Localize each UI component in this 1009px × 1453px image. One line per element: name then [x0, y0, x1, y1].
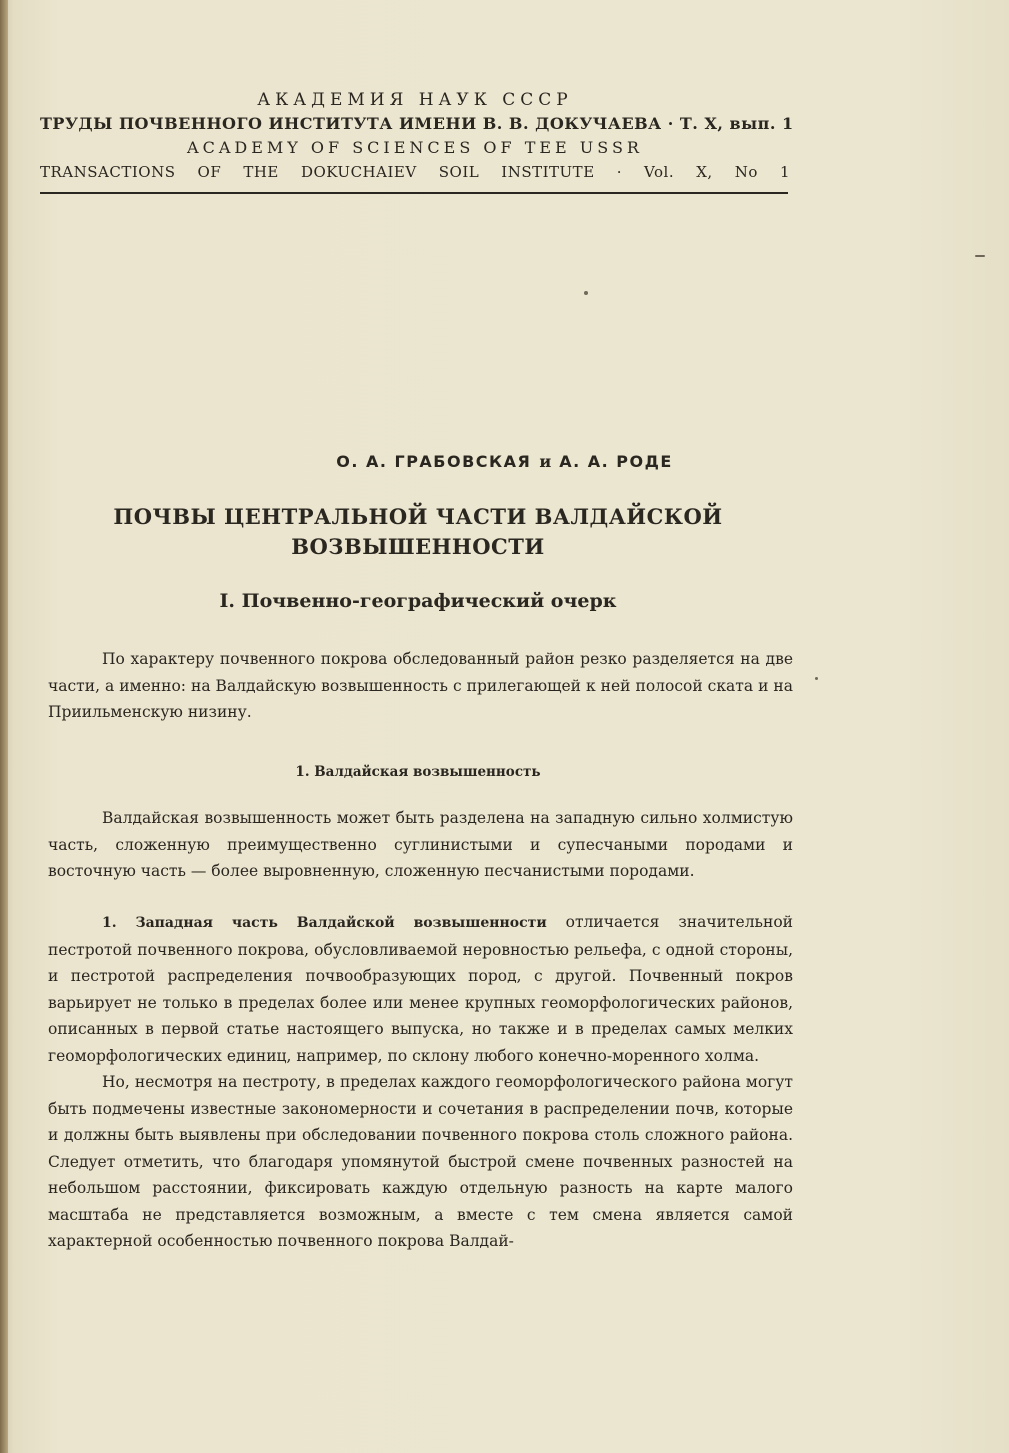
paragraph-2-lead: 1. Западная часть Валдайской возвышенности — [102, 915, 547, 931]
scan-speck — [975, 255, 985, 257]
header-academy-ru: АКАДЕМИЯ НАУК СССР — [257, 90, 573, 110]
paragraph-block-2 — [48, 909, 793, 1255]
author-1: О. А. ГРАБОВСКАЯ — [336, 452, 532, 471]
scan-speck — [584, 291, 588, 295]
author-2: А. А. РОДЕ — [559, 452, 673, 471]
header-trudy: ТРУДЫ ПОЧВЕННОГО ИНСТИТУТА ИМЕНИ В. В. ДОКУЧАЕВА · Т. X, вып. 1 — [40, 114, 794, 133]
title-line-1: ПОЧВЫ ЦЕНТРАЛЬНОЙ ЧАСТИ ВАЛДАЙСКОЙ — [113, 504, 723, 529]
subsection-title: 1. Валдайская возвышенность — [295, 764, 541, 780]
header-transactions: TRANSACTIONS OF THE DOKUCHAIEV SOIL INSTITUTE · Vol. X, No 1 — [40, 163, 790, 181]
paragraph-2-rest: отличается значительной пестротой почвенного покрова, обусловливаемой неровностью рельефа, с одной стороны, и пестротой распределения почвообразующих пород, с другой. Почвенный покров варьирует не только в пределах более или менее крупных геоморфологических районов, описанных в первой статье настоящего выпуска, но также и в пределах самых мелких геоморфологических единиц, например, по склону любого конечно-моренного холма. — [48, 913, 793, 1065]
intro-block — [48, 646, 793, 726]
title-line-2: ВОЗВЫШЕННОСТИ — [291, 534, 545, 559]
article-authors — [0, 452, 1009, 471]
paragraph-2 — [48, 909, 793, 1069]
header-academy-en: ACADEMY OF SCIENCES OF TEE USSR — [187, 138, 643, 157]
article-title — [0, 502, 836, 562]
scan-speck — [815, 677, 818, 680]
paragraph-block-1 — [48, 805, 793, 885]
paragraph-1: Валдайская возвышенность может быть разделена на западную сильно холмистую часть, сложенную преимущественно суглинистыми и супесчаными породами и восточную часть — более выровненную, сложенную песчанистыми породами. — [48, 809, 793, 880]
section-title: I. Почвенно-географический очерк — [219, 590, 617, 612]
authors-conjunction: и — [539, 452, 552, 471]
intro-paragraph: По характеру почвенного покрова обследованный район резко разделяется на две части, а именно: на Валдайскую возвышенность с прилегающей к ней полосой ската и на Приильменскую низину. — [48, 650, 793, 721]
page-spine-edge — [0, 0, 8, 1453]
paragraph-3: Но, несмотря на пестроту, в пределах каждого геоморфологического района могут быть подмечены известные закономерности и сочетания в распределении почв, которые и должны быть выявлены при обследовании почвенного покрова столь сложного района. Следует отметить, что благодаря упомянутой быстрой смене почвенных разностей на небольшом расстоянии, фиксировать каждую отдельную разность на карте малого масштаба не представляется возможным, а вместе с тем смена является самой характерной особенностью почвенного покрова Валдай- — [48, 1073, 793, 1250]
header-rule — [40, 192, 788, 194]
journal-header — [40, 88, 794, 184]
